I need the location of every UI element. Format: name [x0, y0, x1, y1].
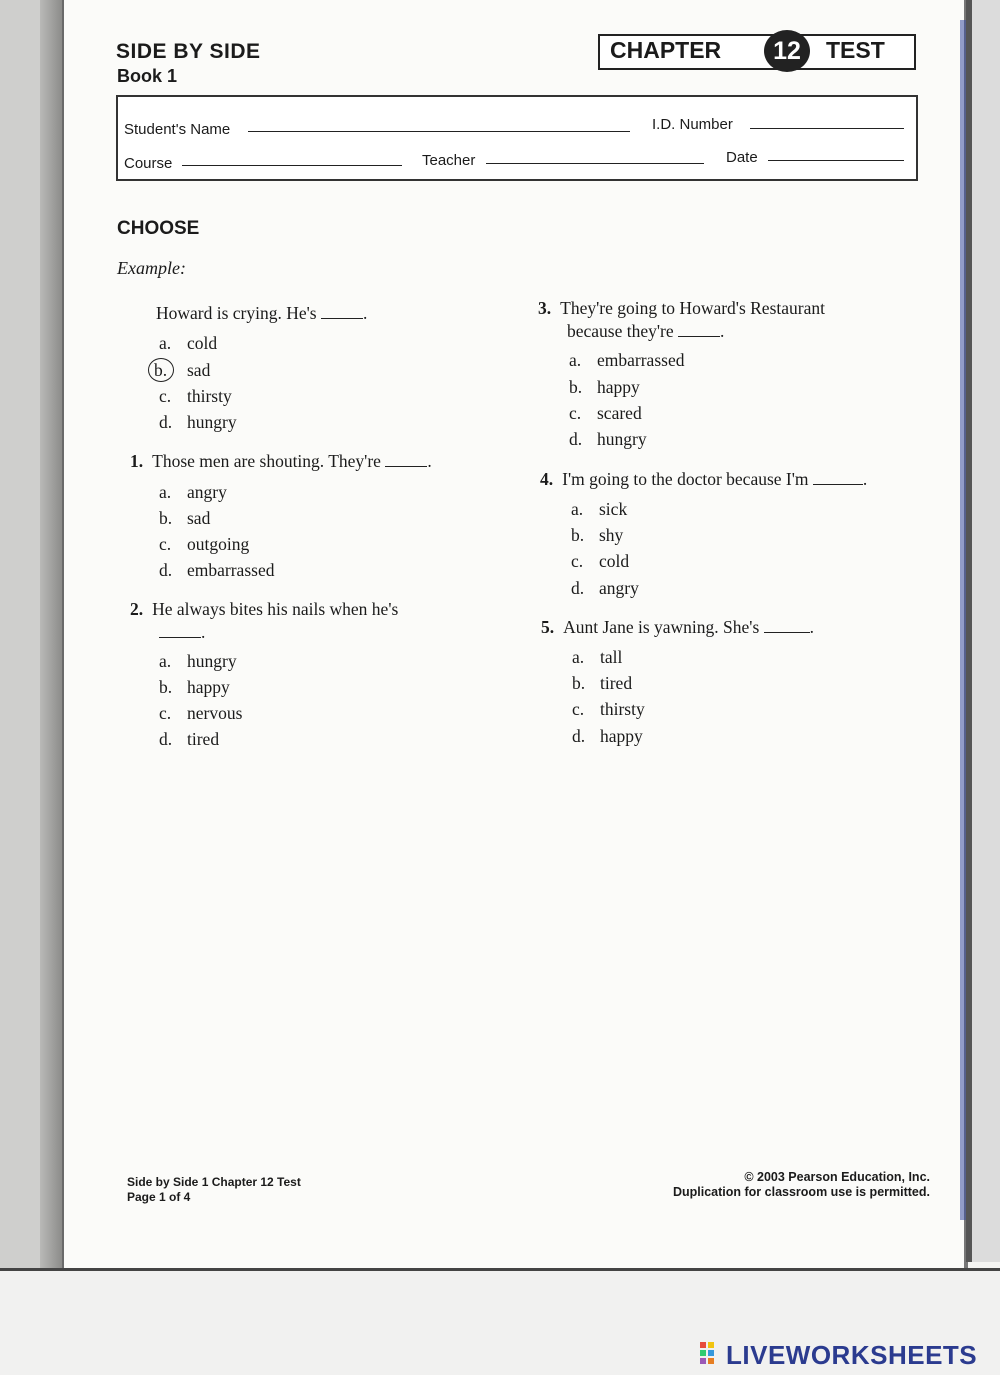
question-2: [130, 598, 398, 620]
student-info-box: [116, 95, 918, 181]
option-letter: a.: [572, 647, 585, 667]
question-period: .: [720, 321, 725, 341]
course-label: Course: [124, 155, 173, 172]
option-letter: b.: [154, 360, 168, 380]
option-letter: d.: [569, 429, 583, 449]
question-text-continued: because they're: [567, 321, 674, 341]
answer-blank[interactable]: [813, 470, 863, 485]
example-question: [156, 302, 367, 324]
test-word: TEST: [826, 37, 885, 63]
question-period: .: [809, 617, 814, 637]
option-letter: d.: [159, 560, 173, 580]
page-footer-right: [673, 1170, 930, 1200]
question-number: 5.: [541, 617, 555, 637]
option-text: hungry: [187, 412, 237, 432]
book-label: Book 1: [117, 66, 178, 86]
question-text: Those men are shouting. They're: [152, 451, 381, 471]
series-title: SIDE BY SIDE: [116, 40, 261, 63]
example-question-text: Howard is crying. He's: [156, 303, 317, 323]
question-5-option-c[interactable]: [572, 699, 645, 720]
option-letter: c.: [159, 534, 172, 554]
question-3-line-2: [567, 320, 724, 342]
example-option-a: [159, 333, 217, 354]
question-5-option-a[interactable]: [572, 647, 622, 668]
option-letter: b.: [569, 377, 583, 397]
question-period: .: [201, 622, 206, 642]
question-3-option-d[interactable]: [569, 429, 647, 450]
option-text: hungry: [597, 429, 647, 449]
option-letter: b.: [159, 677, 173, 697]
question-4-option-a[interactable]: [571, 499, 627, 520]
option-letter: c.: [159, 703, 172, 723]
option-text: sick: [599, 499, 628, 519]
liveworksheets-logo-icon: [700, 1342, 722, 1366]
answer-blank: [321, 304, 363, 319]
question-1-option-c[interactable]: [159, 534, 249, 555]
id-number-label: I.D. Number: [652, 116, 733, 133]
option-text: angry: [599, 578, 639, 598]
liveworksheets-watermark: LIVEWORKSHEETS: [726, 1340, 978, 1370]
option-text: angry: [187, 482, 227, 502]
question-3: [538, 297, 825, 319]
question-5-option-d[interactable]: [572, 726, 643, 747]
question-2-line-2: [159, 621, 205, 643]
example-option-b: [154, 360, 210, 381]
example-option-c: [159, 386, 232, 407]
footer-page-number: Page 1 of 4: [127, 1190, 191, 1204]
question-period: .: [862, 469, 868, 489]
option-letter: b.: [571, 525, 585, 545]
option-text: outgoing: [187, 534, 250, 554]
question-text: They're going to Howard's Restaurant: [560, 298, 825, 318]
question-4-option-b[interactable]: [571, 525, 623, 546]
answer-blank[interactable]: [678, 322, 720, 337]
section-title: CHOOSE: [117, 218, 200, 239]
question-3-option-b[interactable]: [569, 377, 640, 398]
question-2-option-c[interactable]: [159, 703, 242, 724]
chapter-number-badge: 12: [764, 30, 810, 72]
option-text: tired: [187, 729, 220, 749]
option-letter: c.: [569, 403, 582, 423]
question-4-option-c[interactable]: [571, 551, 629, 572]
option-text: sad: [187, 360, 211, 380]
option-letter: a.: [569, 350, 582, 370]
option-text: tall: [600, 647, 623, 667]
option-letter: b.: [159, 508, 173, 528]
option-letter: d.: [572, 726, 586, 746]
question-text: Aunt Jane is yawning. She's: [563, 617, 760, 637]
date-label: Date: [726, 149, 758, 166]
option-text: tired: [600, 673, 633, 693]
example-label: Example:: [117, 258, 186, 278]
student-name-field[interactable]: [248, 130, 630, 132]
option-letter: d.: [159, 412, 173, 432]
answer-blank[interactable]: [385, 452, 427, 467]
answer-blank[interactable]: [764, 618, 810, 633]
question-5-option-b[interactable]: [572, 673, 632, 694]
student-name-label: Student's Name: [124, 121, 231, 138]
option-text: happy: [187, 677, 230, 697]
chapter-test-banner: [598, 34, 916, 70]
option-letter: c.: [571, 551, 584, 571]
question-number: 4.: [540, 469, 554, 489]
option-text: hungry: [187, 651, 237, 671]
option-text: scared: [597, 403, 642, 423]
question-2-option-b[interactable]: [159, 677, 230, 698]
id-number-field[interactable]: [750, 127, 904, 129]
option-text: cold: [599, 551, 630, 571]
option-letter: d.: [571, 578, 585, 598]
option-letter: d.: [159, 729, 173, 749]
chapter-word: CHAPTER: [610, 37, 722, 63]
option-text: cold: [187, 333, 218, 353]
question-5: [541, 616, 814, 638]
option-text: happy: [597, 377, 640, 397]
question-3-option-c[interactable]: [569, 403, 642, 424]
option-text: sad: [187, 508, 211, 528]
footer-permission: Duplication for classroom use is permitted.: [672, 1185, 930, 1199]
option-letter: c.: [572, 699, 585, 719]
question-4: [540, 468, 867, 490]
binding-shadow: [40, 0, 62, 1268]
page-footer-left: [127, 1175, 301, 1205]
option-letter: b.: [572, 673, 586, 693]
page-edge: [966, 0, 1000, 1262]
question-2-option-a[interactable]: [159, 651, 237, 672]
option-text: nervous: [187, 703, 243, 723]
option-text: embarrassed: [597, 350, 685, 370]
question-1-option-d[interactable]: [159, 560, 274, 581]
question-2-option-d[interactable]: [159, 729, 219, 750]
question-1: [130, 450, 432, 472]
question-4-option-d[interactable]: [571, 578, 639, 599]
question-1-option-a[interactable]: [159, 482, 227, 503]
option-letter: a.: [159, 651, 172, 671]
option-letter: a.: [159, 333, 172, 353]
question-period: .: [427, 451, 432, 471]
option-text: happy: [600, 726, 643, 746]
teacher-label: Teacher: [422, 152, 476, 169]
option-letter: c.: [159, 386, 172, 406]
option-text: thirsty: [187, 386, 232, 406]
option-text: thirsty: [600, 699, 645, 719]
teacher-field[interactable]: [486, 162, 704, 164]
footer-copyright: © 2003 Pearson Education, Inc.: [744, 1170, 930, 1184]
question-number: 1.: [130, 451, 144, 471]
footer-test-title: Side by Side 1 Chapter 12 Test: [127, 1175, 301, 1189]
answer-blank[interactable]: [159, 623, 201, 638]
question-text: He always bites his nails when he's: [152, 599, 399, 619]
question-period: .: [363, 303, 368, 323]
example-option-d: [159, 412, 237, 433]
question-number: 3.: [538, 298, 552, 318]
option-text: shy: [599, 525, 624, 545]
question-1-option-b[interactable]: [159, 508, 210, 529]
option-letter: a.: [159, 482, 172, 502]
question-text: I'm going to the doctor because I'm: [562, 469, 809, 489]
course-field[interactable]: [182, 164, 402, 166]
option-text: embarrassed: [187, 560, 275, 580]
question-number: 2.: [130, 599, 144, 619]
option-letter: a.: [571, 499, 584, 519]
question-3-option-a[interactable]: [569, 350, 684, 371]
date-field[interactable]: [768, 159, 904, 161]
